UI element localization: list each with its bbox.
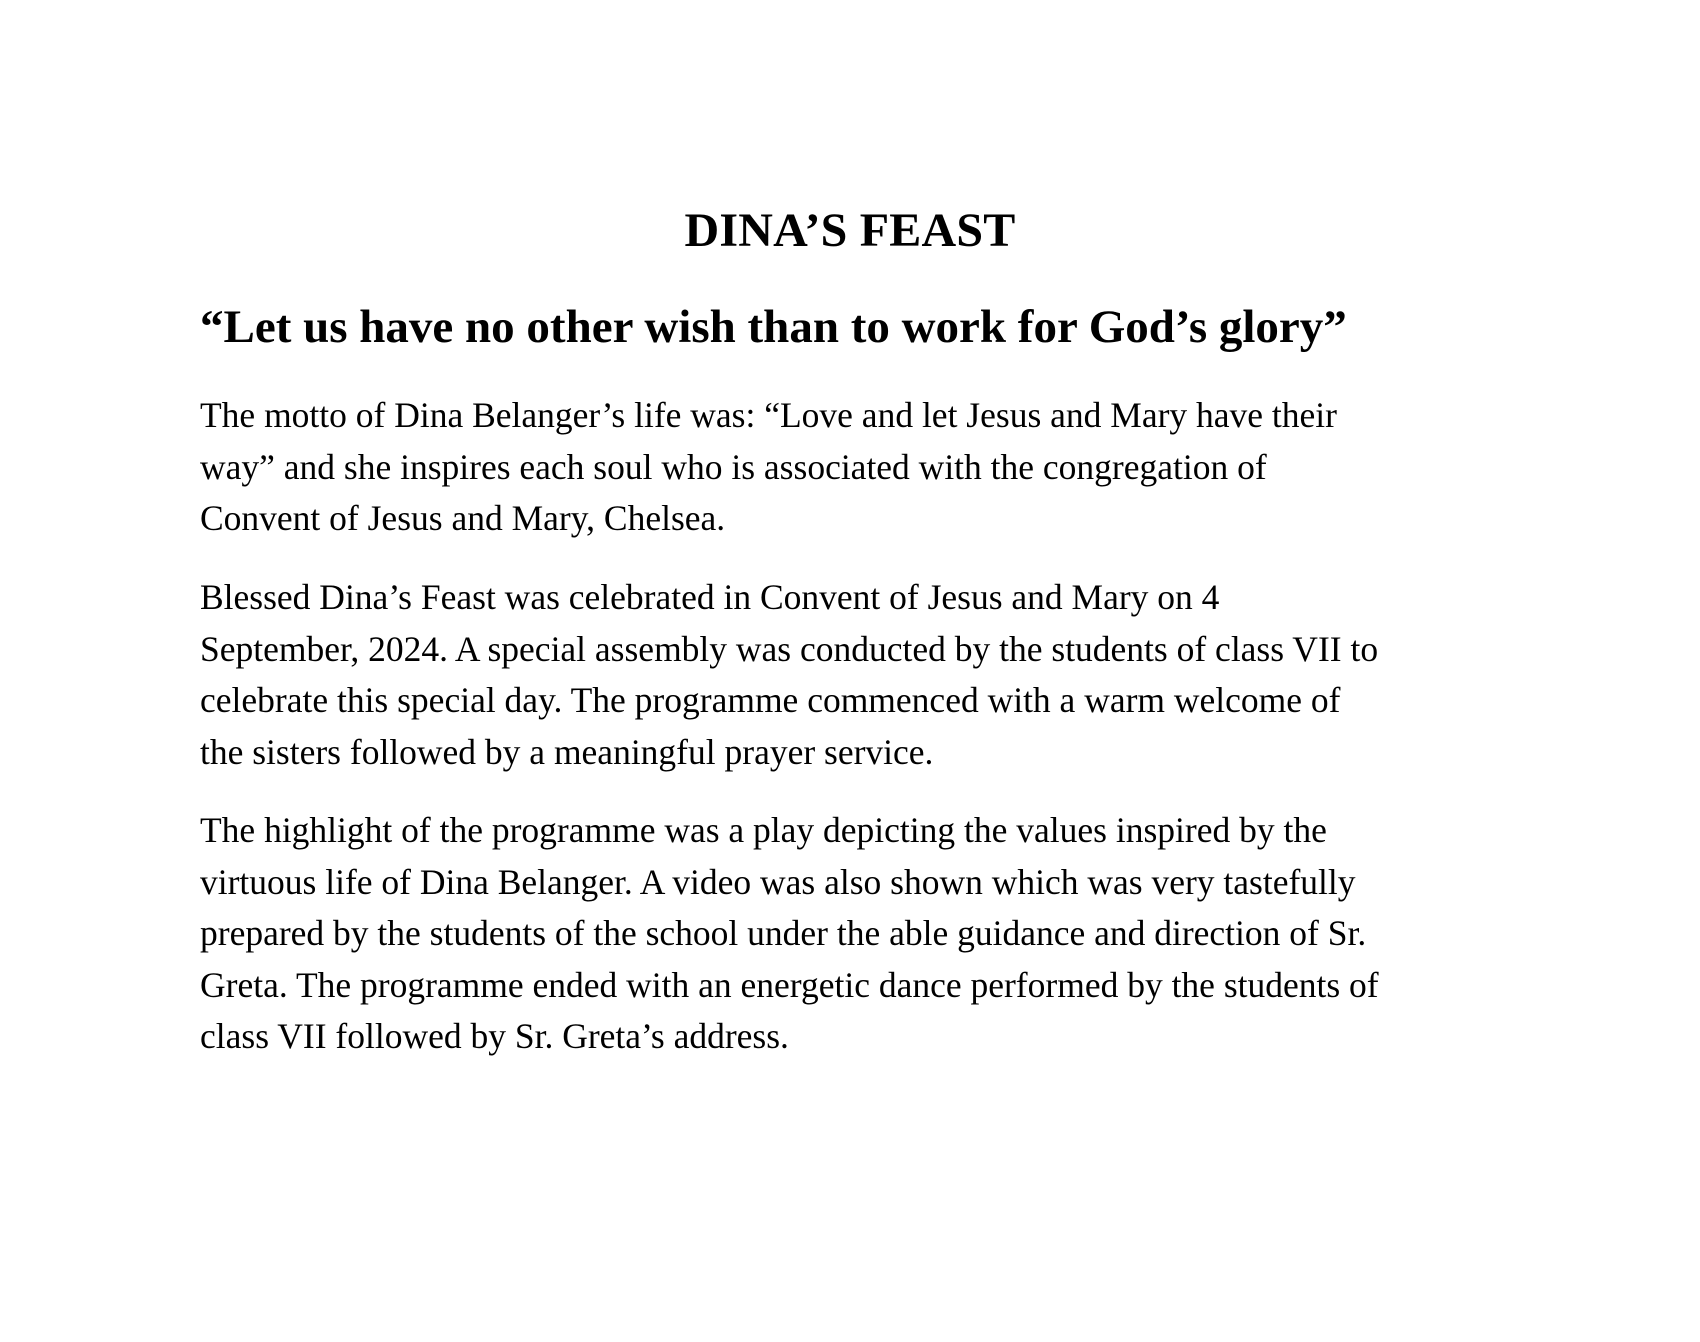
paragraph-highlight xyxy=(200,805,1520,1063)
paragraph-line: prepared by the students of the school under the able guidance and direction of Sr. xyxy=(200,913,1367,953)
motto-quote: “Let us have no other wish than to work for God’s glory” xyxy=(200,301,1347,353)
paragraph-line: class VII followed by Sr. Greta’s address. xyxy=(200,1016,789,1056)
paragraph-line: Greta. The programme ended with an energetic dance performed by the students of xyxy=(200,964,1379,1005)
paragraph-line: virtuous life of Dina Belanger. A video was also shown which was very tastefully xyxy=(200,861,1356,902)
page-title: DINA’S FEAST xyxy=(684,204,1016,257)
paragraph-line: September, 2024. A special assembly was conducted by the students of class VII to xyxy=(200,628,1379,669)
paragraph-line: Blessed Dina’s Feast was celebrated in Convent of Jesus and Mary on 4 xyxy=(200,577,1220,617)
paragraph-motto xyxy=(200,390,1520,545)
paragraph-line: Convent of Jesus and Mary, Chelsea. xyxy=(200,498,726,538)
paragraph-line: The motto of Dina Belanger’s life was: “Love and let Jesus and Mary have their xyxy=(200,395,1337,435)
paragraph-line: The highlight of the programme was a play depicting the values inspired by the xyxy=(200,810,1327,850)
paragraph-line: way” and she inspires each soul who is associated with the congregation of xyxy=(200,446,1267,487)
paragraph-line: the sisters followed by a meaningful prayer service. xyxy=(200,731,934,772)
paragraph-celebration xyxy=(200,572,1520,778)
paragraph-line: celebrate this special day. The programme commenced with a warm welcome of xyxy=(200,680,1341,720)
